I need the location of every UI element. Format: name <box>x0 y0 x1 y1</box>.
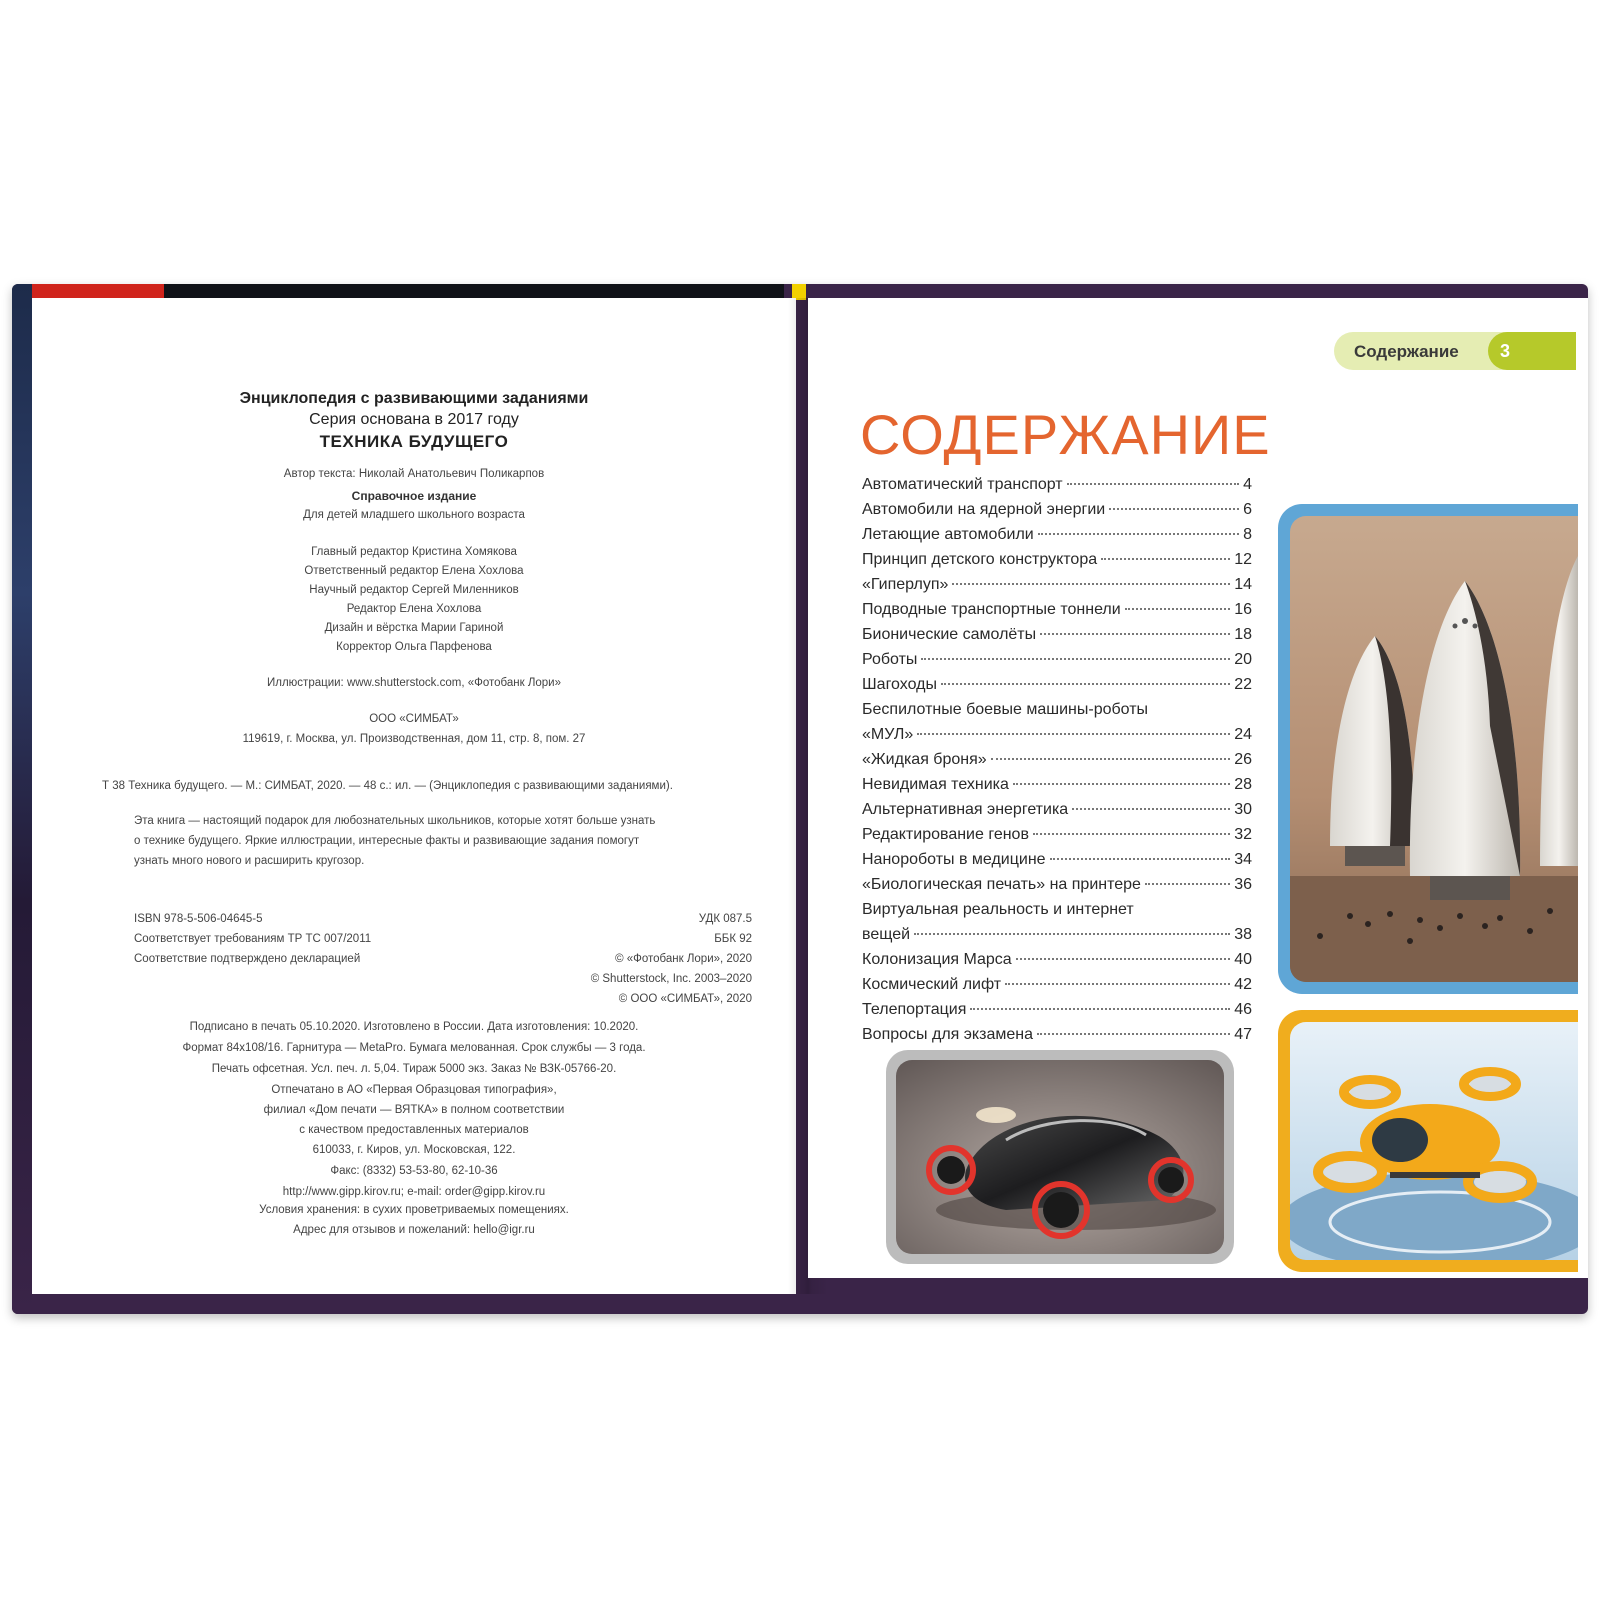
imprint-line: Факс: (8332) 53-53-80, 62-10-36 <box>330 1165 498 1177</box>
concept-car-image-frame <box>886 1050 1234 1264</box>
toc-entry-title: «МУЛ» <box>862 726 914 743</box>
toc-entry-title: Принцип детского конструктора <box>862 551 1098 568</box>
toc-entry-page: 30 <box>1234 801 1252 818</box>
toc-entry-page: 4 <box>1243 476 1252 493</box>
rocket-illustration <box>1290 516 1578 982</box>
audience-line: Для детей младшего школьного возраста <box>303 509 525 521</box>
udk-line: УДК 087.5 <box>698 913 752 925</box>
description-line: Эта книга — настоящий подарок для любознательных школьников, которые хотят больше узнать <box>134 815 656 827</box>
description-line: о технике будущего. Яркие иллюстрации, интересные факты и развивающие задания помогут <box>134 835 640 847</box>
toc-entry[interactable] <box>862 701 1252 726</box>
toc-entry-title: Вопросы для экзамена <box>862 1026 1033 1043</box>
toc-entry-page: 18 <box>1234 626 1252 643</box>
section-tab-label: Содержание <box>1354 342 1459 361</box>
toc-entry[interactable] <box>862 851 1252 876</box>
toc-entry-title: Редактирование генов <box>862 826 1029 843</box>
toc-entry[interactable] <box>862 476 1252 501</box>
book-encyclopedia-title: Энциклопедия с развивающими заданиями <box>239 390 589 407</box>
credit-line: Корректор Ольга Парфенова <box>336 641 492 653</box>
toc-entry[interactable] <box>862 651 1252 676</box>
isbn-line: ISBN 978-5-506-04645-5 <box>134 913 263 925</box>
toc-entry[interactable] <box>862 601 1252 626</box>
imprint-line: Условия хранения: в сухих проветриваемых помещениях. <box>259 1204 569 1216</box>
drone-illustration <box>1290 1022 1578 1260</box>
imprint-line: Формат 84х108/16. Гарнитура — MetaPro. Бумага мелованная. Срок службы — 3 года. <box>182 1042 646 1054</box>
toc-entry-page: 47 <box>1234 1026 1252 1043</box>
toc-entry-title: Невидимая техника <box>862 776 1009 793</box>
toc-heading: СОДЕРЖАНИЕ <box>860 403 1271 466</box>
credit-line: Редактор Елена Хохлова <box>346 603 482 615</box>
book-title: ТЕХНИКА БУДУЩЕГО <box>319 432 509 451</box>
toc-entry-title: «Гиперлуп» <box>862 576 949 593</box>
toc-entry-page: 34 <box>1234 851 1252 868</box>
toc-entry-title: Автоматический транспорт <box>862 476 1063 493</box>
copyright-line: © ООО «СИМБАТ», 2020 <box>618 993 752 1005</box>
right-page <box>808 298 1588 1278</box>
toc-entry[interactable] <box>862 551 1252 576</box>
toc-entry-title: Шагоходы <box>862 676 937 693</box>
cover-edge <box>12 284 32 1314</box>
declaration-line: Соответствие подтверждено декларацией <box>134 953 361 965</box>
conformity-line: Соответствует требованиям ТР ТС 007/2011 <box>134 933 372 945</box>
credit-line: Главный редактор Кристина Хомякова <box>311 546 517 558</box>
toc-entry[interactable] <box>862 901 1252 926</box>
imprint-line: Подписано в печать 05.10.2020. Изготовлено в России. Дата изготовления: 10.2020. <box>189 1021 639 1033</box>
cover-bottom-edge <box>32 1296 792 1314</box>
toc-entry-page: 22 <box>1234 676 1252 693</box>
imprint-line: филиал «Дом печати — ВЯТКА» в полном соответствии <box>263 1104 565 1116</box>
toc-entry[interactable] <box>862 676 1252 701</box>
toc-entry[interactable] <box>862 826 1252 851</box>
imprint-line: Отпечатано в АО «Первая Образцовая типография», <box>271 1084 557 1096</box>
toc-entry[interactable] <box>862 1026 1252 1051</box>
bbk-line: ББК 92 <box>714 933 752 945</box>
toc-entry-title: Виртуальная реальность и интернет <box>862 901 1134 918</box>
copyright-line: © «Фотобанк Лори», 2020 <box>615 953 752 965</box>
toc-entry-title: Подводные транспортные тоннели <box>862 601 1121 618</box>
toc-entry[interactable] <box>862 776 1252 801</box>
toc-entry-page: 24 <box>1234 726 1252 743</box>
toc-entry-page: 28 <box>1234 776 1252 793</box>
toc-entry-title: Роботы <box>862 651 918 668</box>
table-of-contents <box>862 476 1252 1051</box>
toc-entry-page: 14 <box>1234 576 1252 593</box>
toc-entry-page: 32 <box>1234 826 1252 843</box>
toc-entry-page: 6 <box>1243 501 1252 518</box>
section-tab <box>1334 332 1576 370</box>
toc-entry-title: Альтернативная энергетика <box>862 801 1069 818</box>
toc-entry-page: 16 <box>1234 601 1252 618</box>
description-line: узнать много нового и расширить кругозор. <box>134 855 365 867</box>
toc-entry-title: вещей <box>862 926 911 943</box>
credit-line: Ответственный редактор Елена Хохлова <box>304 565 524 577</box>
toc-entry-page: 12 <box>1234 551 1252 568</box>
toc-entry-title: Колонизация Марса <box>862 951 1012 968</box>
open-book <box>12 284 1588 1314</box>
toc-entry[interactable] <box>862 926 1252 951</box>
toc-entry[interactable] <box>862 976 1252 1001</box>
credit-line: Дизайн и вёрстка Марии Гариной <box>324 622 504 634</box>
toc-entry[interactable] <box>862 751 1252 776</box>
toc-entry[interactable] <box>862 626 1252 651</box>
author-line: Автор текста: Николай Анатольевич Поликарпов <box>283 468 545 480</box>
imprint-line: Печать офсетная. Усл. печ. л. 5,04. Тираж 5000 экз. Заказ № ВЗК-05766-20. <box>211 1063 617 1075</box>
toc-entry[interactable] <box>862 951 1252 976</box>
toc-entry-title: Космический лифт <box>862 976 1002 993</box>
toc-entry[interactable] <box>862 526 1252 551</box>
drone-image-frame <box>1278 1010 1578 1272</box>
concept-car-illustration <box>896 1060 1224 1254</box>
toc-entry-page: 38 <box>1234 926 1252 943</box>
imprint-line: 610033, г. Киров, ул. Московская, 122. <box>312 1144 516 1156</box>
toc-entry-page: 46 <box>1234 1001 1252 1018</box>
toc-entry[interactable] <box>862 501 1252 526</box>
toc-entry[interactable] <box>862 576 1252 601</box>
publisher-address: 119619, г. Москва, ул. Производственная, дом 11, стр. 8, пом. 27 <box>242 733 586 745</box>
toc-entry[interactable] <box>862 726 1252 751</box>
toc-entry-page: 8 <box>1243 526 1252 543</box>
toc-entry-page: 20 <box>1234 651 1252 668</box>
toc-entry-title: Беспилотные боевые машины-роботы <box>862 701 1149 718</box>
toc-entry-title: Автомобили на ядерной энергии <box>862 501 1106 518</box>
credit-line: Научный редактор Сергей Миленников <box>309 584 519 596</box>
imprint-line: с качеством предоставленных материалов <box>299 1124 529 1136</box>
toc-entry-title: Телепортация <box>862 1001 967 1018</box>
toc-entry-title: Бионические самолёты <box>862 626 1037 643</box>
toc-entry-page: 42 <box>1234 976 1252 993</box>
toc-entry[interactable] <box>862 1001 1252 1026</box>
toc-entry-title: «Жидкая броня» <box>862 751 987 768</box>
series-line: Серия основана в 2017 году <box>309 411 519 428</box>
page-number: 3 <box>1488 332 1576 370</box>
toc-entry[interactable] <box>862 801 1252 826</box>
publisher-name: ООО «СИМБАТ» <box>369 713 459 725</box>
toc-entry-page: 36 <box>1234 876 1252 893</box>
edition-type: Справочное издание <box>351 489 477 503</box>
toc-entry-page: 26 <box>1234 751 1252 768</box>
illustrations-credit: Иллюстрации: www.shutterstock.com, «Фотобанк Лори» <box>267 677 561 689</box>
rocket-image-frame <box>1278 504 1578 994</box>
toc-entry-page: 40 <box>1234 951 1252 968</box>
toc-entry-title: Нанороботы в медицине <box>862 851 1046 868</box>
toc-entry-title: «Биологическая печать» на принтере <box>862 876 1141 893</box>
toc-entry-title: Летающие автомобили <box>862 526 1034 543</box>
imprint-line: Адрес для отзывов и пожеланий: hello@igr.ru <box>293 1224 535 1236</box>
toc-entry[interactable] <box>862 876 1252 901</box>
left-page <box>32 298 796 1294</box>
copyright-line: © Shutterstock, Inc. 2003–2020 <box>590 973 752 985</box>
catalog-line: Т 38 Техника будущего. — М.: СИМБАТ, 2020. — 48 с.: ил. — (Энциклопедия с развивающими заданиями). <box>102 780 673 792</box>
imprint-line: http://www.gipp.kirov.ru; e-mail: order@gipp.kirov.ru <box>282 1186 546 1198</box>
